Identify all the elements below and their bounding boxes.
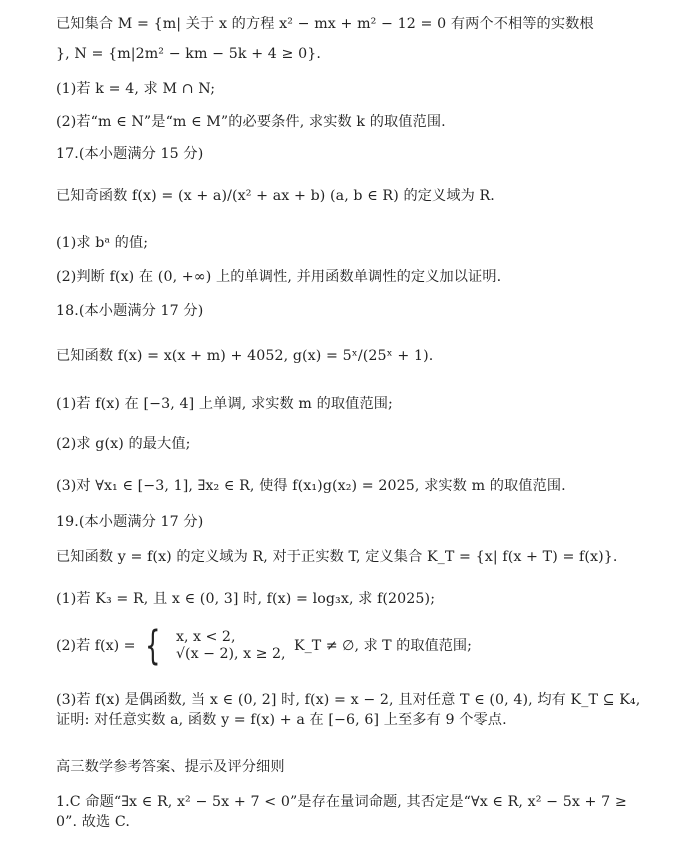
q18-part-2: (2)求 g(x) 的最大值; [56,436,191,452]
answer-1: 1.C 命题“∃x ∈ R, x² − 5x + 7 < 0”是存在量词命题, 其否定是“∀x ∈ R, x² − 5x + 7 ≥ 0”. 故选 C. [56,794,627,830]
q16-stem-line-2: }, N = {m|2m² − km − 5k + 4 ≥ 0}. [56,46,321,62]
q19-part-3: (3)若 f(x) 是偶函数, 当 x ∈ (0, 2] 时, f(x) = x − 2, 且对任意 T ∈ (0, 4), 均有 K_T ⊆ K₄, 证明: 对任意实数 a, 函数 y = f(x) + a 在 [−6, 6] 上至多有 9 个零点. [56,692,641,728]
q17-header: 17.(本小题满分 15 分) [56,146,204,162]
piecewise-cases [176,629,286,663]
brace-glyph: { [145,623,161,669]
q16-stem-line-1: 已知集合 M = {m| 关于 x 的方程 x² − mx + m² − 12 = 0 有两个不相等的实数根 [56,16,594,32]
q18-stem: 已知函数 f(x) = x(x + m) + 4052, g(x) = 5ˣ/(25ˣ + 1). [56,348,434,364]
piecewise-case-1: x, x < 2, [176,629,236,645]
q17-part-2: (2)判断 f(x) 在 (0, +∞) 上的单调性, 并用函数单调性的定义加以证明. [56,269,502,285]
piecewise-case-2: √(x − 2), x ≥ 2, [176,646,286,662]
q19-part-2-suffix: K_T ≠ ∅, 求 T 的取值范围; [294,638,472,654]
q19-header: 19.(本小题满分 17 分) [56,514,204,530]
q16-part-1: (1)若 k = 4, 求 M ∩ N; [56,81,216,97]
q19-stem: 已知函数 y = f(x) 的定义域为 R, 对于正实数 T, 定义集合 K_T = {x| f(x + T) = f(x)}. [56,549,618,565]
q19-part-1: (1)若 K₃ = R, 且 x ∈ (0, 3] 时, f(x) = log₃x, 求 f(2025); [56,591,436,607]
q17-part-1: (1)求 bᵃ 的值; [56,235,149,251]
q17-stem: 已知奇函数 f(x) = (x + a)/(x² + ax + b) (a, b ∈ R) 的定义域为 R. [56,188,495,204]
q18-header: 18.(本小题满分 17 分) [56,303,204,319]
q19-part-2-prefix: (2)若 f(x) = [56,638,136,654]
q19-part-2 [56,623,472,669]
q16-part-2: (2)若“m ∈ N”是“m ∈ M”的必要条件, 求实数 k 的取值范围. [56,114,446,130]
q18-part-1: (1)若 f(x) 在 [−3, 4] 上单调, 求实数 m 的取值范围; [56,396,393,412]
q18-part-3: (3)对 ∀x₁ ∈ [−3, 1], ∃x₂ ∈ R, 使得 f(x₁)g(x₂) = 2025, 求实数 m 的取值范围. [56,478,566,494]
answers-title: 高三数学参考答案、提示及评分细则 [56,759,285,775]
